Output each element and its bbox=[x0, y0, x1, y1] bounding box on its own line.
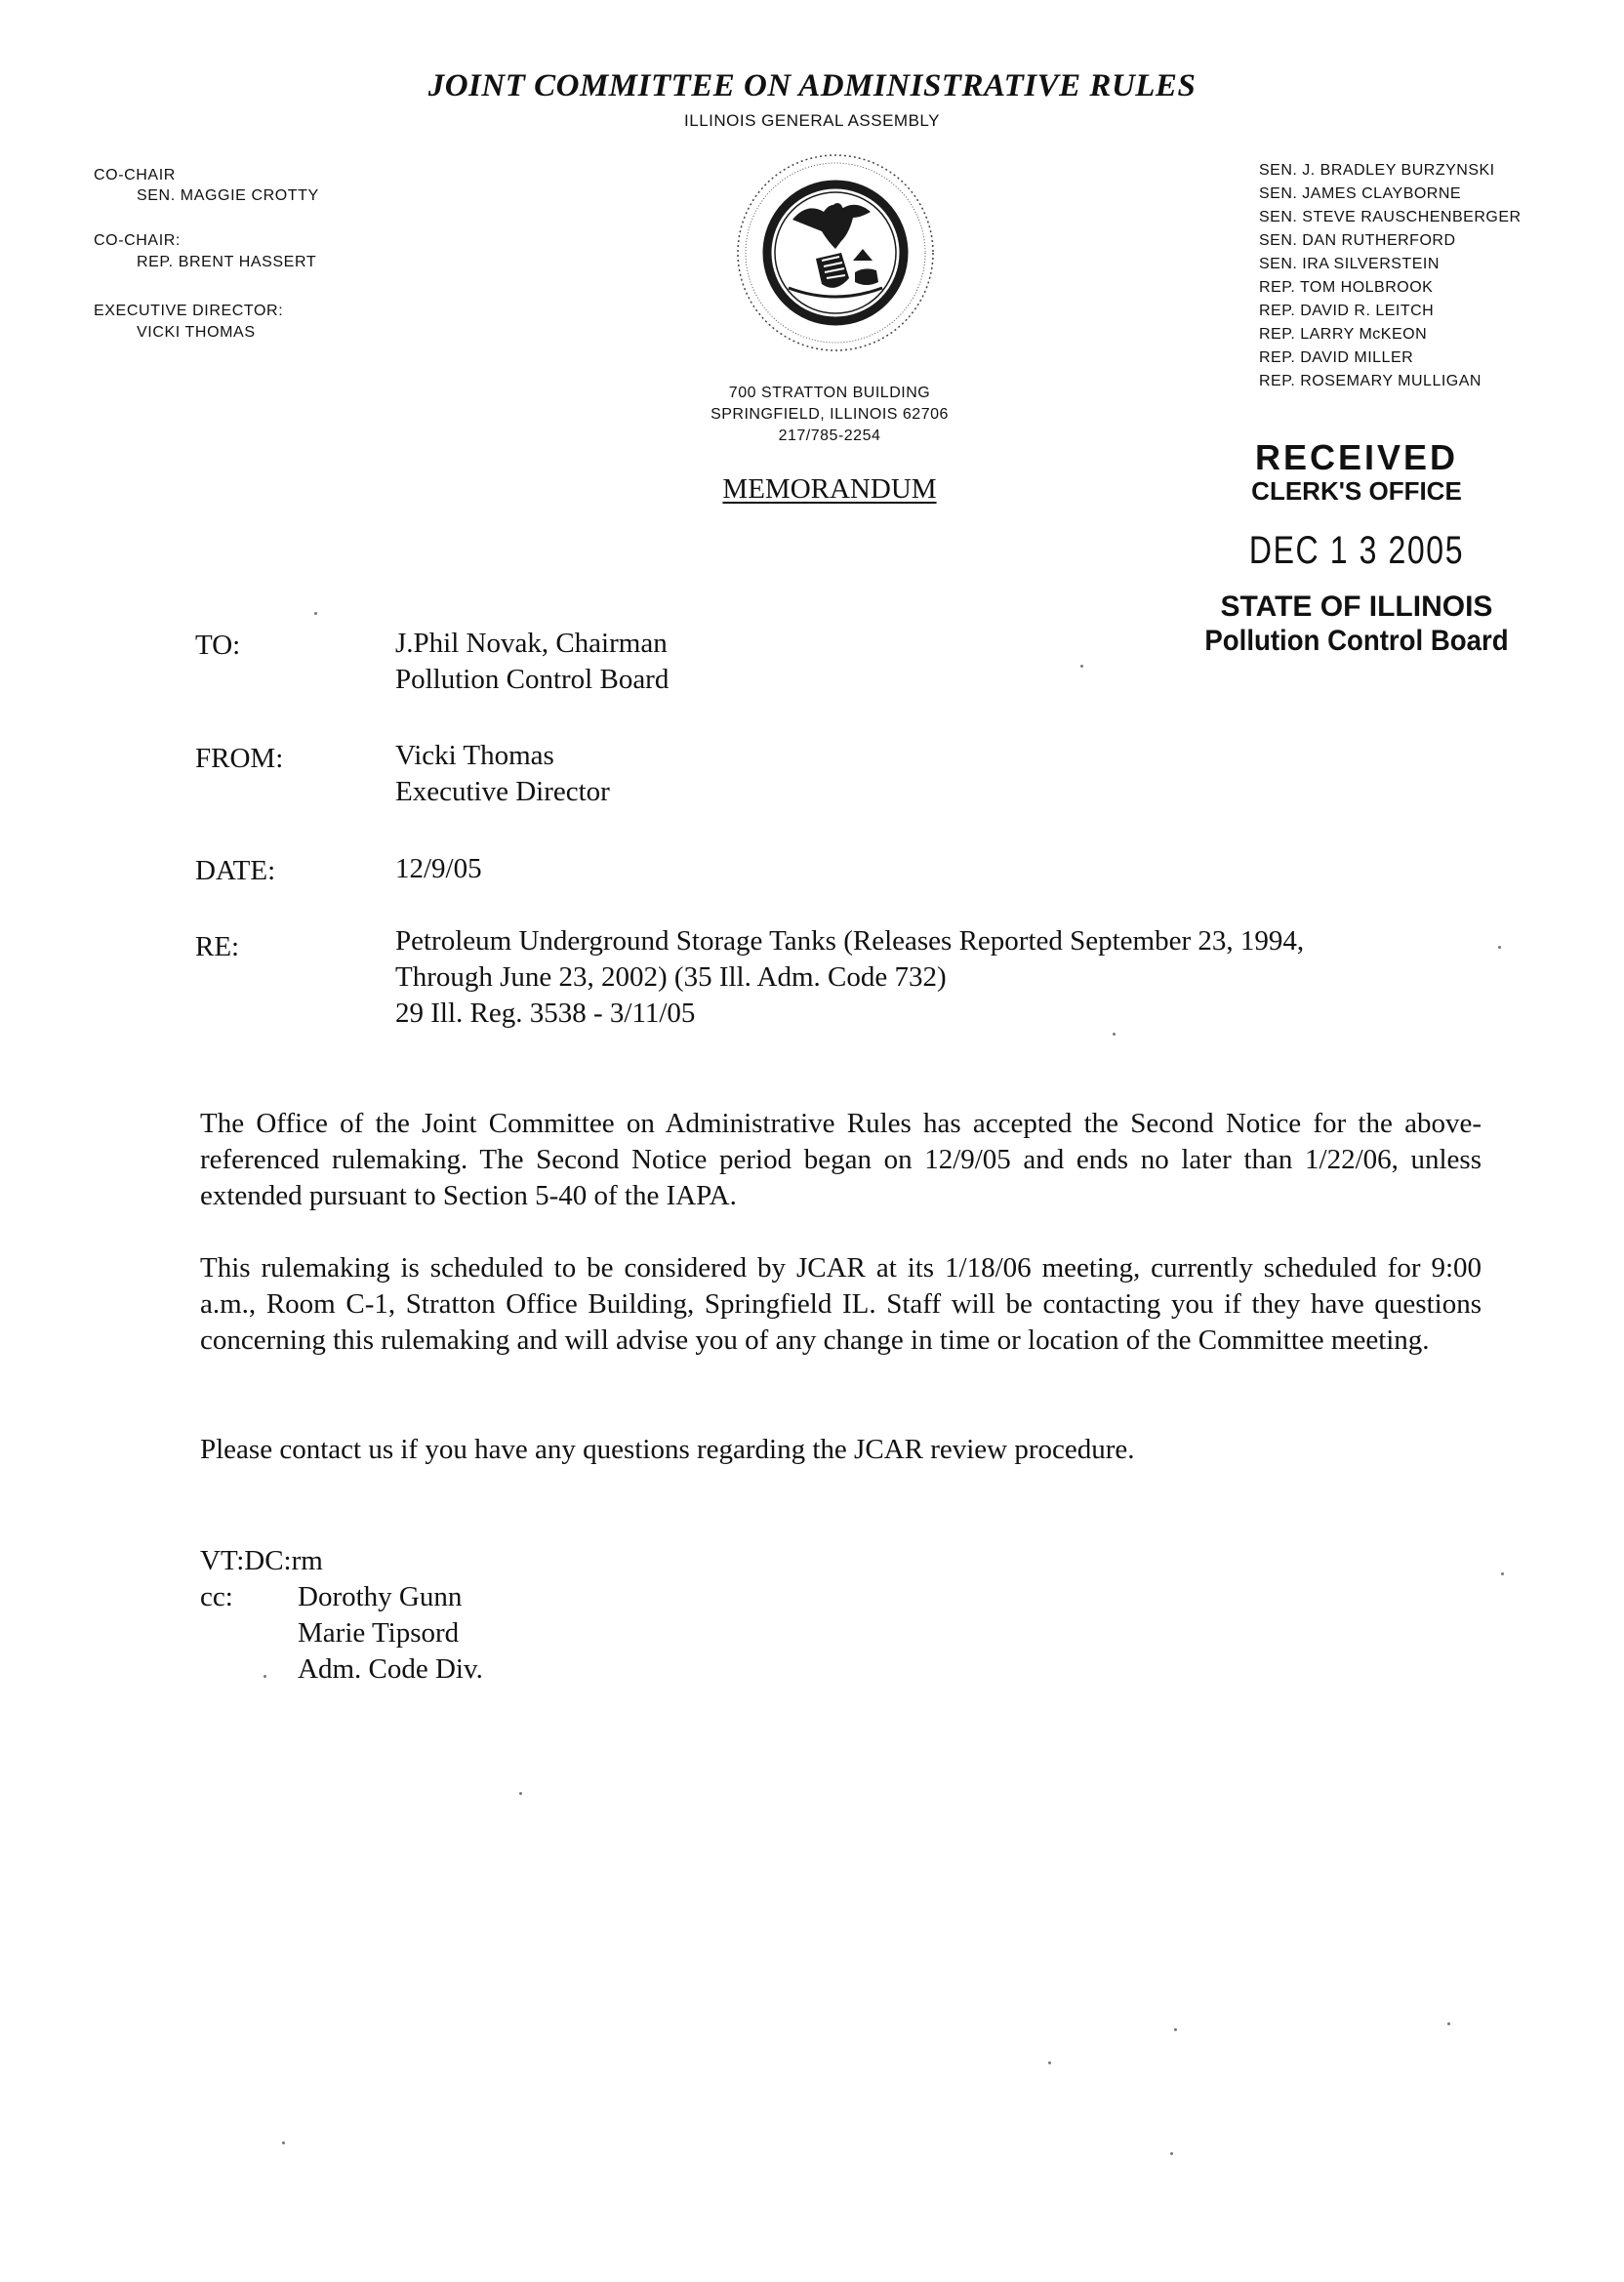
committee-member: SEN. DAN RUTHERFORD bbox=[1259, 232, 1456, 249]
committee-member: SEN. JAMES CLAYBORNE bbox=[1259, 185, 1462, 202]
address-line-3: 217/785-2254 bbox=[778, 428, 881, 444]
re-line-1: Petroleum Underground Storage Tanks (Releases Reported September 23, 1994, bbox=[395, 925, 1305, 957]
from-line-1: Vicki Thomas bbox=[395, 740, 554, 771]
scan-speck bbox=[1174, 2028, 1177, 2031]
cc-recipient: Adm. Code Div. bbox=[298, 1653, 483, 1685]
cc-recipient: Dorothy Gunn bbox=[298, 1581, 463, 1612]
received-stamp: RECEIVED bbox=[1254, 437, 1459, 477]
to-label: TO: bbox=[195, 630, 241, 661]
committee-members-list bbox=[1259, 159, 1522, 393]
scan-speck bbox=[1170, 2152, 1173, 2155]
address-line-1: 700 STRATTON BUILDING bbox=[728, 385, 931, 401]
scan-speck bbox=[1498, 946, 1501, 949]
stamp-board: Pollution Control Board bbox=[1204, 625, 1509, 657]
committee-member: SEN. J. BRADLEY BURZYNSKI bbox=[1259, 162, 1495, 179]
scan-speck bbox=[1048, 2061, 1051, 2064]
address-block bbox=[644, 383, 1015, 447]
scan-speck bbox=[314, 612, 317, 615]
re-line-2: Through June 23, 2002) (35 Ill. Adm. Code 732) bbox=[395, 961, 947, 993]
from-label: FROM: bbox=[195, 743, 284, 774]
from-sender bbox=[395, 738, 610, 810]
committee-member: REP. TOM HOLBROOK bbox=[1259, 279, 1434, 296]
to-line-1: J.Phil Novak, Chairman bbox=[395, 628, 668, 659]
typist-initials: VT:DC:rm bbox=[200, 1545, 323, 1576]
scan-speck bbox=[1447, 2022, 1450, 2025]
scan-speck bbox=[282, 2141, 285, 2144]
stamp-date: DEC 1 3 2005 bbox=[1248, 529, 1465, 572]
address-line-2: SPRINGFIELD, ILLINOIS 62706 bbox=[710, 406, 949, 423]
stamp-state: STATE OF ILLINOIS bbox=[1220, 591, 1493, 623]
committee-member: REP. LARRY McKEON bbox=[1259, 326, 1428, 343]
scan-speck bbox=[1501, 1572, 1504, 1575]
date-label: DATE: bbox=[195, 855, 276, 886]
scan-speck bbox=[1113, 1033, 1116, 1036]
to-recipient bbox=[395, 626, 669, 698]
committee-member: SEN. IRA SILVERSTEIN bbox=[1259, 256, 1440, 272]
cochair-name-1: SEN. MAGGIE CROTTY bbox=[137, 187, 319, 204]
clerks-office-stamp: CLERK'S OFFICE bbox=[1251, 476, 1462, 506]
scan-speck bbox=[264, 1675, 266, 1678]
state-seal-icon bbox=[734, 151, 937, 354]
to-line-2: Pollution Control Board bbox=[395, 664, 670, 695]
date-value: 12/9/05 bbox=[395, 853, 482, 884]
re-label: RE: bbox=[195, 931, 240, 962]
scan-speck bbox=[1080, 665, 1083, 668]
committee-member: REP. DAVID R. LEITCH bbox=[1259, 303, 1435, 319]
cochair-label-2: CO-CHAIR: bbox=[94, 232, 181, 249]
re-subject bbox=[395, 923, 1304, 1032]
executive-director-label: EXECUTIVE DIRECTOR: bbox=[94, 303, 284, 319]
body-paragraph-2: This rulemaking is scheduled to be considered by JCAR at its 1/18/06 meeting, currently scheduled for 9:00 a.m., Room C-1, Stratton Office Building, Springfield IL. Staff will be contacting you if they have questions concerning this rulemaking and will advise you of any change in time or location of the Committee meeting. bbox=[200, 1252, 1482, 1356]
cochair-label-1: CO-CHAIR bbox=[94, 167, 176, 183]
cochair-name-2: REP. BRENT HASSERT bbox=[137, 254, 317, 270]
executive-director-name: VICKI THOMAS bbox=[137, 324, 256, 341]
memorandum-heading: MEMORANDUM bbox=[722, 473, 937, 505]
committee-member: SEN. STEVE RAUSCHENBERGER bbox=[1259, 209, 1522, 225]
committee-title: JOINT COMMITTEE ON ADMINISTRATIVE RULES bbox=[427, 68, 1197, 103]
body-paragraph-3: Please contact us if you have any questions regarding the JCAR review procedure. bbox=[200, 1434, 1135, 1465]
committee-member: REP. DAVID MILLER bbox=[1259, 349, 1414, 366]
re-line-3: 29 Ill. Reg. 3538 - 3/11/05 bbox=[395, 998, 696, 1029]
from-line-2: Executive Director bbox=[395, 776, 610, 807]
cc-label: cc: bbox=[200, 1581, 233, 1612]
cc-list bbox=[298, 1579, 483, 1688]
body-paragraph-1: The Office of the Joint Committee on Administrative Rules has accepted the Second Notice for the above-referenced rulemaking. The Second Notice period began on 12/9/05 and ends no later than 1/22/06, unless extended pursuant to Section 5-40 of the IAPA. bbox=[200, 1108, 1482, 1211]
cc-recipient: Marie Tipsord bbox=[298, 1617, 460, 1649]
committee-member: REP. ROSEMARY MULLIGAN bbox=[1259, 373, 1482, 389]
committee-subtitle: ILLINOIS GENERAL ASSEMBLY bbox=[684, 111, 940, 130]
scan-speck bbox=[519, 1792, 522, 1795]
